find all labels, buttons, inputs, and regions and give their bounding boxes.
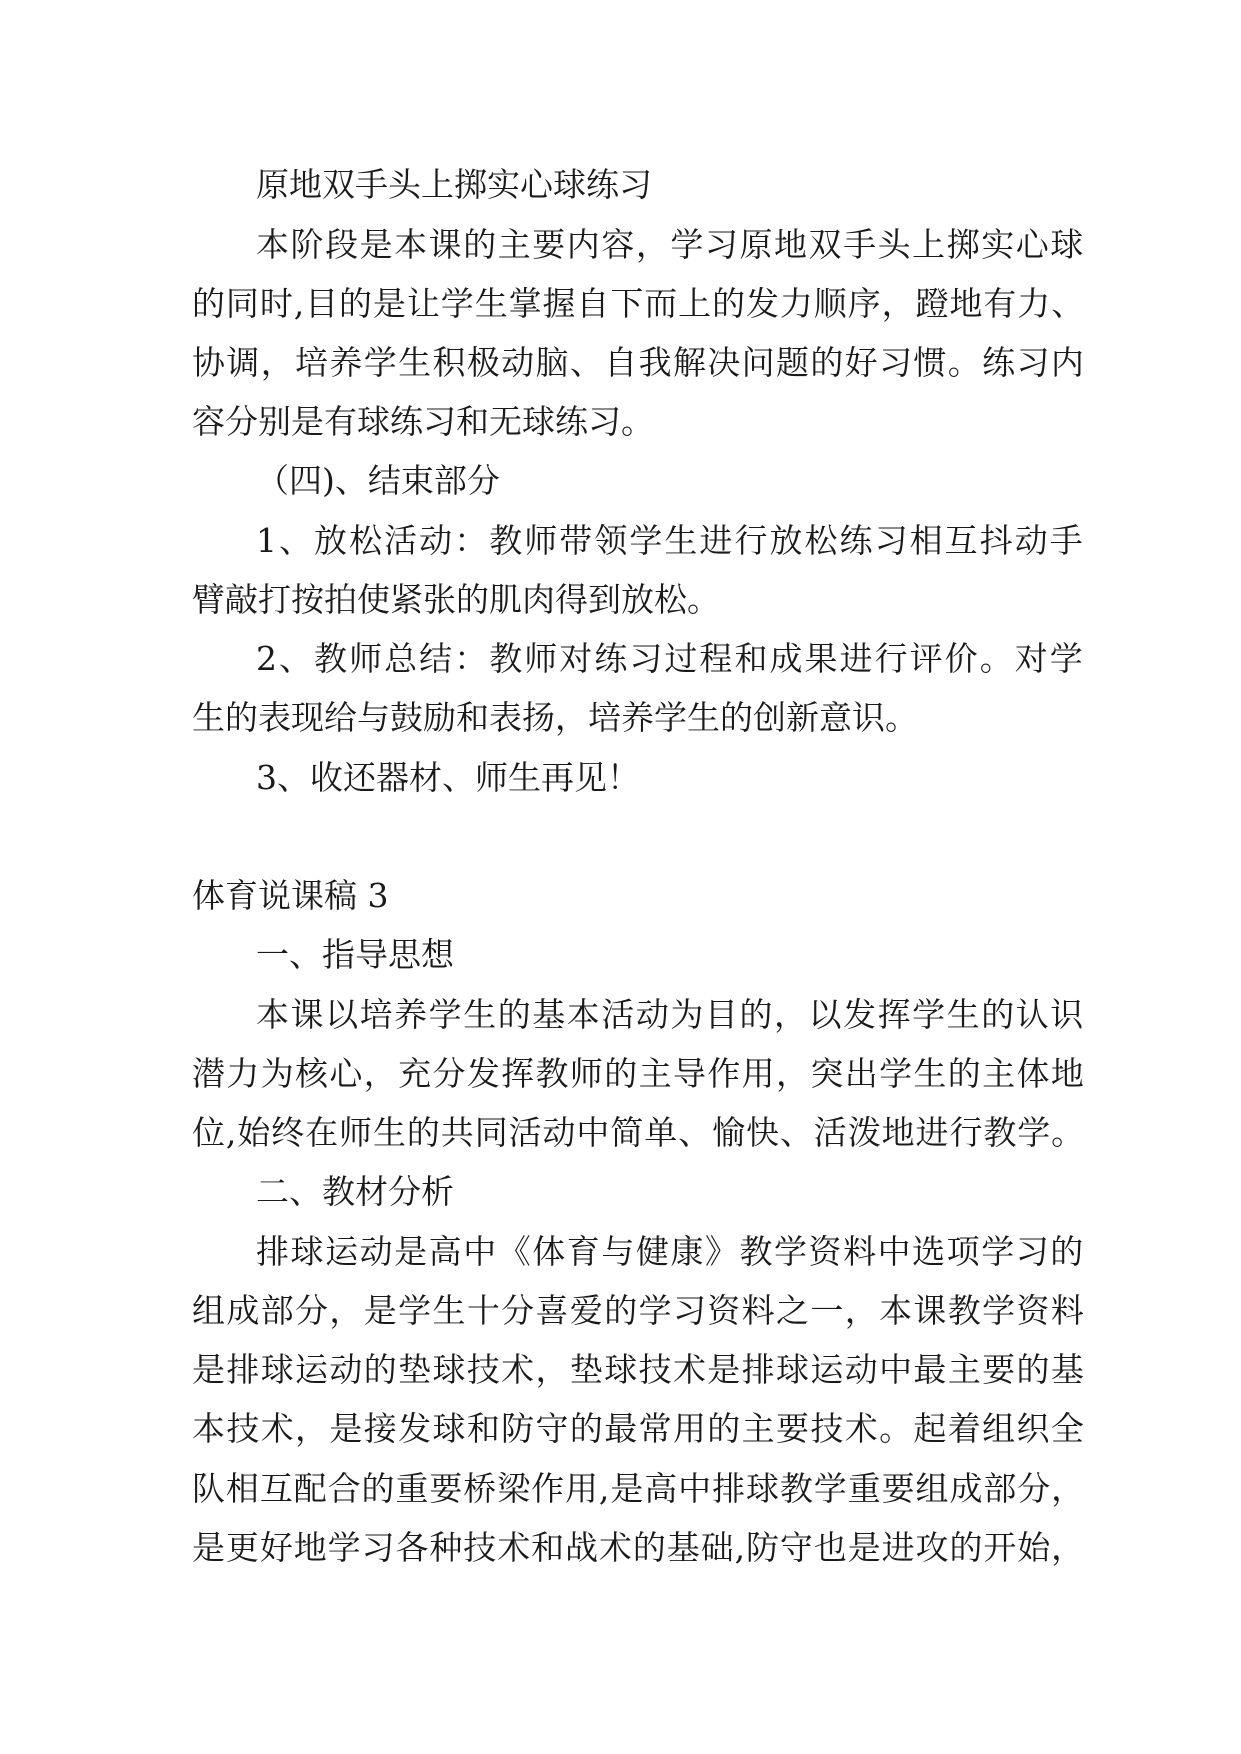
paragraph-line: 本课以培养学生的基本活动为目的，以发挥学生的认识 xyxy=(256,995,1085,1034)
paragraph-line: 本技术，是接发球和防守的最常用的主要技术。起着组织全 xyxy=(192,1409,1086,1448)
list-item-goodbye: 3、收还器材、师生再见！ xyxy=(256,758,640,797)
paragraph-line: 组成部分，是学生十分喜爱的学习资料之一，本课教学资料 xyxy=(192,1291,1086,1330)
paragraph-line: 位,始终在师生的共同活动中简单、愉快、活泼地进行教学。 xyxy=(192,1113,1086,1152)
paragraph-line: 协调，培养学生积极动脑、自我解决问题的好习惯。练习内 xyxy=(192,343,1086,382)
paragraph-line: 生的表现给与鼓励和表扬，培养学生的创新意识。 xyxy=(192,698,918,737)
paragraph-line: 是排球运动的垫球技术，垫球技术是排球运动中最主要的基 xyxy=(192,1350,1086,1389)
paragraph-line: 是更好地学习各种技术和战术的基础,防守也是进攻的开始， xyxy=(192,1528,1086,1567)
list-item-teacher-summary: 2、教师总结：教师对练习过程和成果进行评价。对学 xyxy=(256,639,1085,678)
paragraph-line: 队相互配合的重要桥梁作用,是高中排球教学重要组成部分， xyxy=(192,1469,1086,1508)
list-item-relaxation: 1、放松活动：教师带领学生进行放松练习相互抖动手 xyxy=(256,521,1085,560)
section-heading-shot-put-practice: 原地双手头上掷实心球练习 xyxy=(256,165,652,204)
document-title: 体育说课稿 3 xyxy=(192,876,389,915)
paragraph-line: 的同时,目的是让学生掌握自下而上的发力顺序，蹬地有力、 xyxy=(192,284,1086,323)
paragraph-line: 潜力为核心，充分发挥教师的主导作用，突出学生的主体地 xyxy=(192,1054,1086,1093)
section-heading-material-analysis: 二、教材分析 xyxy=(256,1172,454,1211)
paragraph-line: 容分别是有球练习和无球练习。 xyxy=(192,402,654,441)
paragraph-line: 排球运动是高中《体育与健康》教学资料中选项学习的 xyxy=(256,1232,1085,1271)
paragraph-line: 本阶段是本课的主要内容，学习原地双手头上掷实心球 xyxy=(256,225,1085,264)
section-heading-closing-part: （四)、结束部分 xyxy=(256,461,500,500)
section-heading-guiding-idea: 一、指导思想 xyxy=(256,935,454,974)
paragraph-line: 臂敲打按拍使紧张的肌肉得到放松。 xyxy=(192,580,720,619)
